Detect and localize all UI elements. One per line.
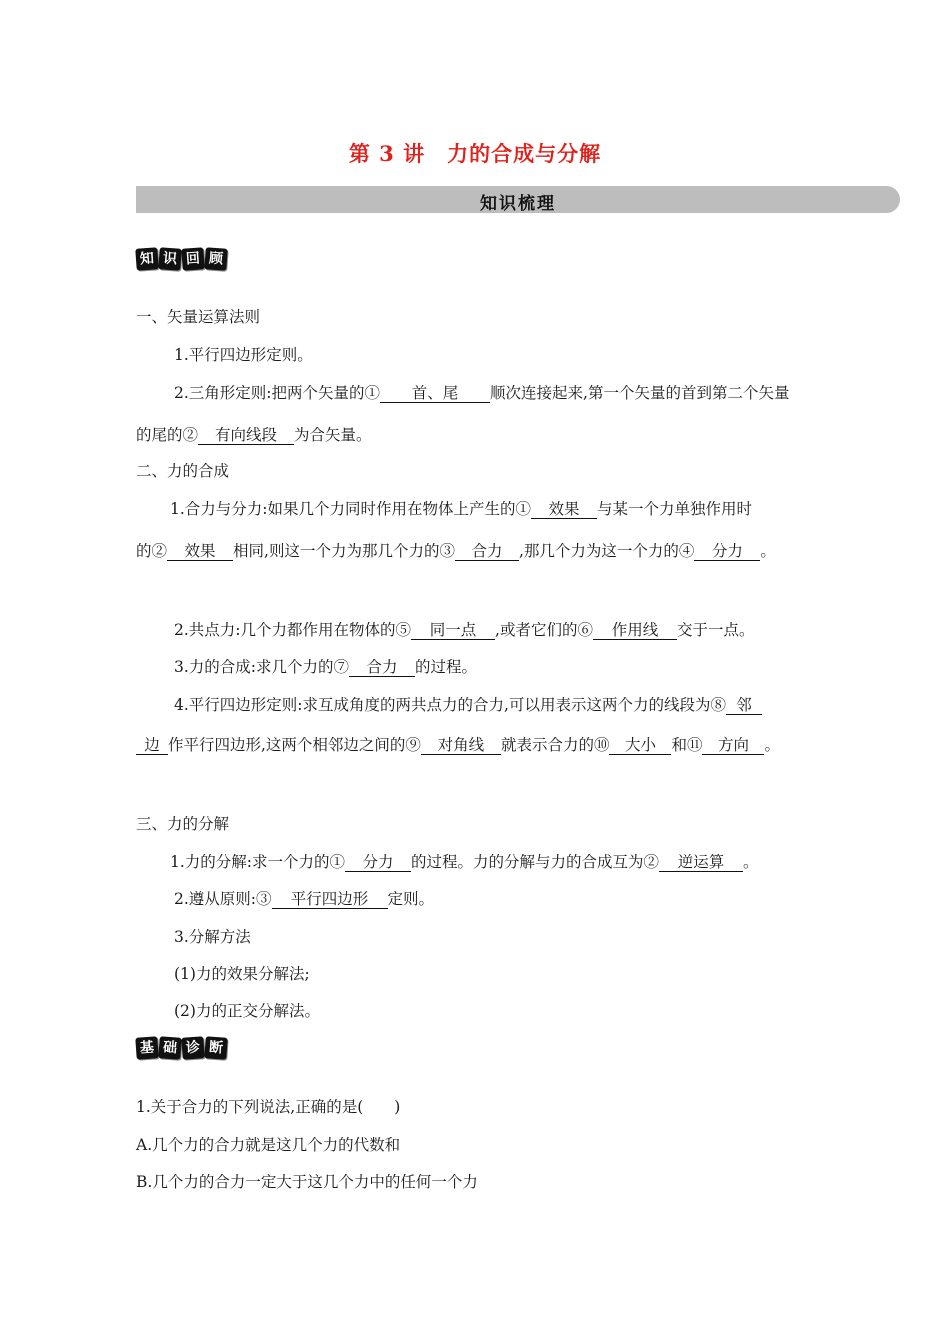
text: 与某一个力单独作用时: [597, 500, 753, 518]
answer-blank: 平行四边形: [272, 890, 388, 909]
answer-blank: 效果: [167, 542, 233, 561]
answer-blank: 大小: [609, 736, 671, 755]
text: 4.平行四边形定则:求互成角度的两共点力的合力,可以用表示这两个力的线段为⑧: [174, 696, 726, 714]
page-title: 第 3 讲 力的合成与分解: [348, 141, 602, 166]
text: 。: [764, 736, 780, 754]
text: ,或者它们的⑥: [495, 621, 593, 639]
text-line: (1)力的效果分解法;: [174, 965, 310, 983]
text-line: 3.分解方法: [174, 928, 251, 946]
answer-blank: 效果: [531, 500, 597, 519]
answer-blank: 同一点: [411, 621, 495, 640]
text-line: 1.平行四边形定则。: [174, 346, 313, 364]
badge-char: 断: [204, 1036, 227, 1059]
badge-knowledge-review: [136, 248, 228, 270]
text: 作平行四边形,这两个相邻边之间的⑨: [168, 736, 421, 754]
text: 1.力的分解:求一个力的①: [170, 853, 346, 871]
badge-char: 回: [181, 247, 204, 270]
text: 相同,则这一个力为那几个力的③: [233, 542, 455, 560]
answer-blank: 逆运算: [659, 853, 743, 872]
text-line: (2)力的正交分解法。: [174, 1002, 320, 1020]
question-option-b: B.几个力的合力一定大于这几个力中的任何一个力: [136, 1173, 478, 1191]
answer-blank: 邻: [726, 696, 762, 715]
text-line: [136, 735, 780, 755]
section-heading: 二、力的合成: [136, 462, 230, 480]
text-line: [174, 695, 762, 715]
text-line: [170, 499, 752, 519]
answer-blank: 有向线段: [198, 426, 294, 445]
text-line: [136, 425, 372, 445]
answer-blank: 分力: [345, 853, 411, 872]
answer-blank: 边: [136, 736, 168, 755]
text: 就表示合力的⑩: [500, 736, 610, 754]
banner-label: 知识梳理: [480, 194, 556, 214]
text-line: [174, 620, 754, 640]
text: 2.三角形定则:把两个矢量的①: [174, 384, 381, 402]
section-heading: 一、矢量运算法则: [136, 308, 261, 326]
text: ,那几个力为这一个力的④: [518, 542, 695, 560]
badge-char: 础: [158, 1036, 181, 1059]
answer-blank: 对角线: [421, 736, 501, 755]
text: 2.遵从原则:③: [174, 890, 272, 908]
text: 的过程。力的分解与力的合成互为②: [411, 853, 660, 871]
text-line: [170, 852, 759, 872]
text: 2.共点力:几个力都作用在物体的⑤: [174, 621, 412, 639]
text: 为合矢量。: [294, 426, 372, 444]
text: 1.合力与分力:如果几个力同时作用在物体上产生的①: [170, 500, 532, 518]
text: 3.力的合成:求几个力的⑦: [174, 658, 350, 676]
answer-blank: 方向: [702, 736, 764, 755]
text-line: [174, 657, 477, 677]
question-option-a: A.几个力的合力就是这几个力的代数和: [136, 1136, 401, 1154]
text: 。: [743, 853, 759, 871]
badge-char: 知: [135, 247, 158, 270]
section-heading: 三、力的分解: [136, 815, 230, 833]
text: 的尾的②: [136, 426, 199, 444]
answer-blank: 合力: [455, 542, 519, 561]
answer-blank: 合力: [349, 658, 415, 677]
answer-blank: 分力: [694, 542, 760, 561]
text-line: [174, 889, 434, 909]
text: 顺次连接起来,第一个矢量的首到第二个矢量: [490, 384, 790, 402]
badge-char: 基: [135, 1036, 158, 1059]
answer-blank: 首、尾: [380, 384, 490, 403]
badge-char: 识: [158, 247, 181, 270]
text: 的过程。: [415, 658, 478, 676]
text: 交于一点。: [676, 621, 755, 639]
text-line: [174, 383, 789, 403]
badge-char: 顾: [204, 247, 227, 270]
text: 和⑪: [671, 736, 703, 754]
question-stem: 1.关于合力的下列说法,正确的是( ): [136, 1098, 401, 1116]
text: 的②: [136, 542, 168, 560]
answer-blank: 作用线: [593, 621, 677, 640]
badge-basic-diagnosis: [136, 1037, 228, 1059]
text-line: [136, 541, 776, 561]
text: 。: [760, 542, 776, 560]
text: 定则。: [387, 890, 435, 908]
badge-char: 诊: [181, 1036, 204, 1059]
